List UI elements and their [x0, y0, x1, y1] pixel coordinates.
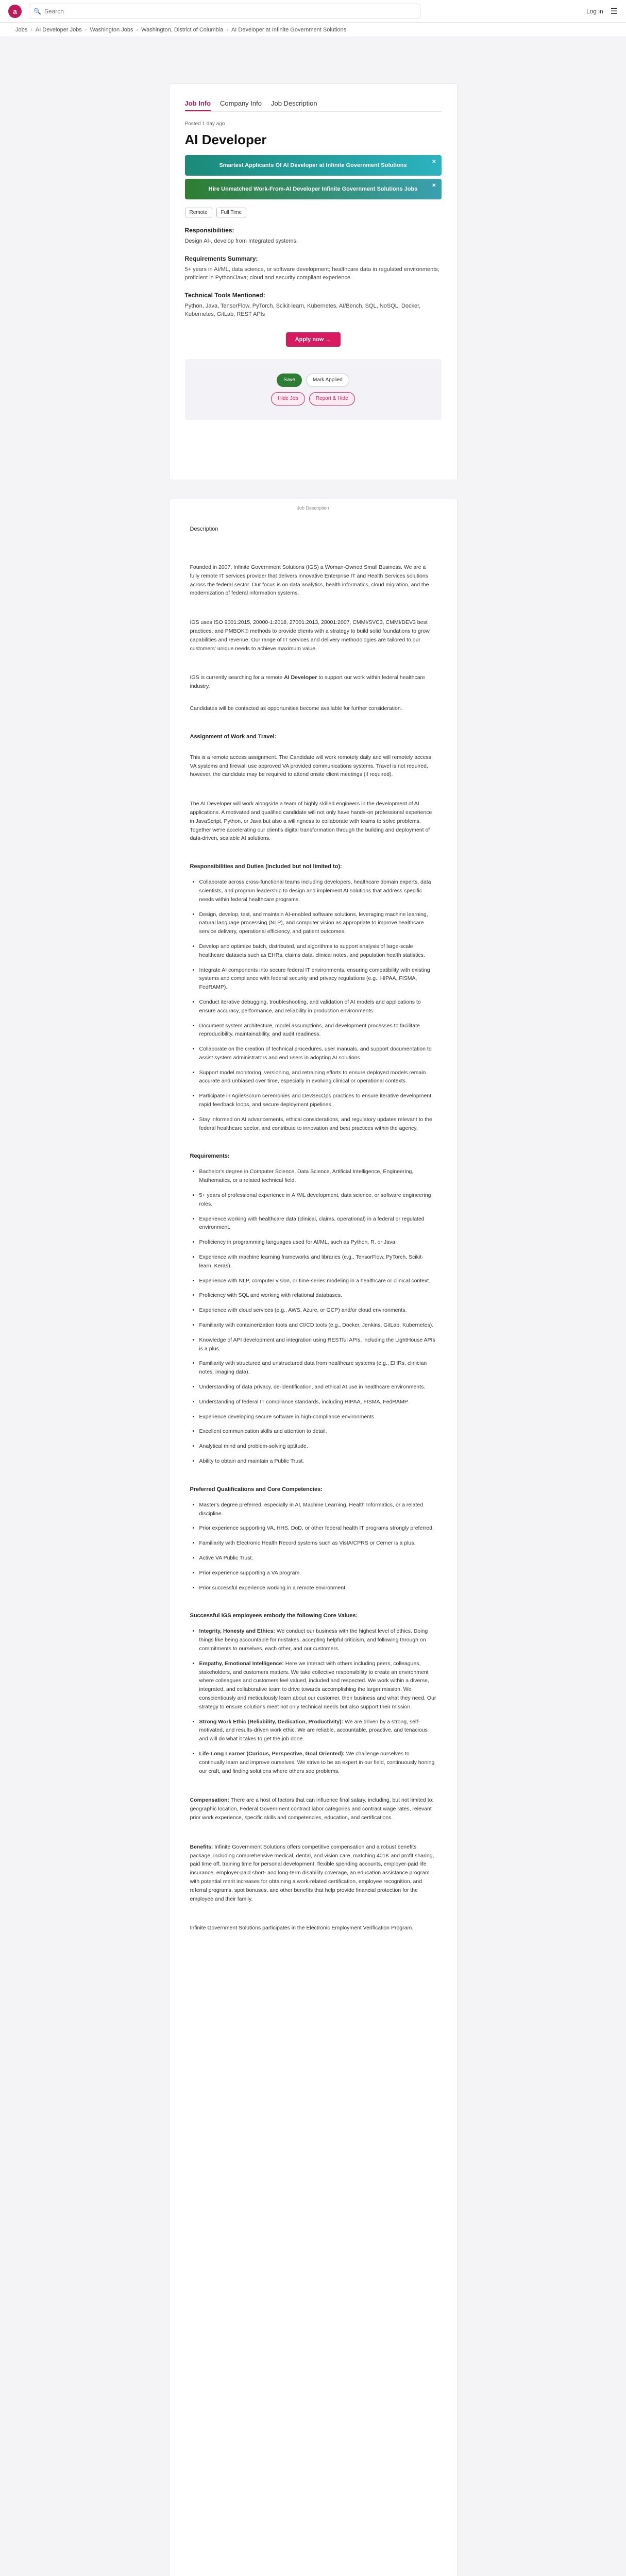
promo-banner[interactable] [185, 179, 442, 199]
list-item: • Experience working with healthcare data (clinical, claims, operational) in a federal or regulated environment. [199, 1215, 436, 1232]
paragraph: Candidates will be contacted as opportunities become available for further consideration. [190, 705, 402, 711]
list-item: • Analytical mind and problem-solving aptitude. [199, 1442, 436, 1451]
list-item: • Stay informed on AI advancements, ethical considerations, and regulatory updates relevant to the federal healthcare sector, and contribute to innovation and best practices within the agency. [199, 1115, 436, 1133]
responsibilities-heading: Responsibilities: [184, 227, 234, 234]
list-item: • Familiarity with containerization tools and CI/CD tools (e.g., Docker, Jenkins, GitLab, Kubernetes). [199, 1321, 436, 1330]
badge-remote: Remote [185, 208, 212, 217]
chevron-right-icon: › [226, 26, 228, 33]
badge-fulltime: Full Time [216, 208, 247, 217]
breadcrumb-item[interactable]: Washington, District of Columbia [141, 26, 224, 33]
section-tag: Job Description [297, 505, 329, 511]
list-item: • Master's degree preferred, especially in AI, Machine Learning, Health Informatics, or a related discipline. [199, 1501, 436, 1518]
list-item: • Prior experience supporting a VA program. [199, 1569, 436, 1578]
tabs [185, 96, 442, 112]
tab-job-info[interactable]: Job Info [185, 96, 211, 111]
list-item: • Bachelor's degree in Computer Science, Data Science, Artificial Intelligence, Engineering, Mathematics, or a related technical field. [199, 1167, 436, 1185]
list-item: • Proficiency with SQL and working with relational databases. [199, 1291, 436, 1300]
job-info-card [169, 83, 458, 480]
list-item: • Experience with cloud services (e.g., AWS, Azure, or GCP) and/or cloud environments. [199, 1306, 436, 1315]
paragraph: IGS is currently searching for a remote AI Developer to support our work within federal healthcare industry. [190, 674, 425, 690]
list-item: • Ability to obtain and maintain a Public Trust. [199, 1457, 436, 1466]
paragraph: The AI Developer will work alongside a team of highly skilled engineers in the development of AI applications. A motivated and qualified candidate will not only have hands-on professional experience in JavaScript, Python, or Java but also a willingness to collaborate with teams to solve problems. Together we're accelerating our client's digital transformation through the building and deployment of data-driven, scalable AI solutions. [190, 801, 432, 842]
list-item: • Proficiency in programming languages used for AI/ML, such as Python, R, or Java. [199, 1238, 436, 1247]
search-box[interactable] [29, 4, 420, 19]
breadcrumb-item: AI Developer at Infinite Government Solutions [231, 26, 347, 33]
list-item: • Experience with machine learning frameworks and libraries (e.g., TensorFlow, PyTorch, Scikit-learn, Keras). [199, 1253, 436, 1270]
hide-job-button[interactable]: Hide Job [271, 392, 304, 405]
breadcrumb-item[interactable]: Washington Jobs [90, 26, 133, 33]
breadcrumb [0, 23, 626, 37]
description-heading: Description [190, 526, 218, 532]
list-item: • Collaborate on the creation of technical procedures, user manuals, and support documentation to assist system administrators and end users in adopting AI solutions. [199, 1045, 436, 1062]
login-link[interactable]: Log in [586, 7, 603, 15]
requirements-heading: Requirements: [190, 1153, 230, 1160]
report-hide-button[interactable]: Report & Hide [309, 392, 355, 405]
responsibilities-text: Design AI-, develop from Integrated systems. [184, 238, 298, 244]
preferred-list [190, 1501, 436, 1592]
search-input[interactable] [44, 8, 416, 15]
page-title: AI Developer [184, 132, 267, 147]
values-heading: Successful IGS employees embody the following Core Values: [190, 1613, 358, 1619]
list-item: • Excellent communication skills and attention to detail. [199, 1427, 436, 1436]
top-bar [0, 0, 626, 23]
tab-company-info[interactable]: Company Info [220, 99, 262, 107]
tools-heading: Technical Tools Mentioned: [184, 291, 265, 299]
action-panel [185, 359, 442, 420]
breadcrumb-item[interactable]: AI Developer Jobs [35, 26, 82, 33]
list-item: • Familiarity with structured and unstructured data from healthcare systems (e.g., EHRs, clinician notes, imaging data). [199, 1359, 436, 1377]
requirements-list [190, 1167, 436, 1465]
list-item: • Life-Long Learner (Curious, Perspective, Goal Oriented): We challenge ourselves to continually learn and improve ourselves. We strive to be an expert in our field, continuously honing our craft, and finding solutions where others see problems. [199, 1750, 436, 1775]
list-item: • Understanding of data privacy, de-identification, and ethical AI use in healthcare environments. [199, 1383, 436, 1392]
list-item: • Strong Work Ethic (Reliability, Dedication, Productivity): We are driven by a strong, self-motivated, and results-driven work ethic. We are reliable, accountable, proactive, and tenacious and will do what it takes to get the job done. [199, 1718, 436, 1743]
tools-text: Python, Java, TensorFlow, PyTorch, Scikit-learn, Kubernetes, AI/Bench, SQL, NoSQL, Docker, Kubernetes, GitLab, REST APIs [184, 302, 421, 317]
list-item: • Participate in Agile/Scrum ceremonies and DevSecOps practices to ensure iterative development, rapid feedback loops, and secure deployment pipelines. [199, 1092, 436, 1109]
list-item: • Prior experience supporting VA, HHS, DoD, or other federal health IT programs strongly preferred. [199, 1524, 436, 1533]
list-item: • 5+ years of professional experience in AI/ML development, data science, or software engineering roles. [199, 1191, 436, 1209]
list-item: • Document system architecture, model assumptions, and development processes to facilitate reproducibility, maintainability, and audit readiness. [199, 1022, 436, 1039]
menu-icon[interactable]: ☰ [610, 7, 618, 16]
benefits-paragraph: Benefits: Infinite Government Solutions offers competitive compensation and a robust benefits package, including comprehensive medical, dental, and vision care, matching 401K and profit sharing, paid time off, training time for personal development, flexible spending accounts, employer-paid life insurance, employer-paid short- and long-term disability coverage, an education assistance program with potential merit increases for obtaining a work-related certification, employee recognition, and referral programs, spot bonuses, and other benefits that help provide financial protection for the employee and their family. [190, 1843, 434, 1902]
list-item: • Empathy, Emotional Intelligence: Here we interact with others including peers, colleagues, stakeholders, and customers matters. We take collective responsibility to create an environment where colleagues and customers feel valued, included and respected. We work within a diverse, integrated, and collaborative team to drive towards accomplishing the larger mission. We conscientiously and meticulously learn about our customer, their business and what they need. Our strategy to ensure solutions meet not only technical needs but also support their mission. [199, 1659, 436, 1711]
preferred-heading: Preferred Qualifications and Core Competencies: [190, 1486, 323, 1493]
posted-date: Posted 1 day ago [184, 121, 225, 127]
chevron-right-icon: › [84, 26, 87, 33]
list-item: • Conduct iterative debugging, troubleshooting, and validation of AI models and applications to ensure accuracy, performance, and reliability in production environments. [199, 998, 436, 1015]
duties-list [190, 878, 436, 1132]
compensation-paragraph: Compensation: There are a host of factors that can influence final salary, including, but not limited to: geographic location, Federal Government contract labor categories and contract wage rates, relevant prior work experience, specific skills and competencies, education, and certifications. [190, 1797, 434, 1821]
list-item: • Integrity, Honesty and Ethics: We conduct our business with the highest level of ethics. Doing things like being accountable for mistakes, accepting helpful criticism, and following through on commitments to ourselves, each other, and our customers. [199, 1627, 436, 1653]
assignment-heading: Assignment of Work and Travel: [190, 733, 277, 740]
requirements-text: 5+ years in AI/ML, data science, or software development; healthcare data in regulated environments; proficient in Python/Java; cloud and security compliant experience. [184, 266, 439, 281]
banner-text: Smartest Applicants Of AI Developer at Infinite Government Solutions [219, 162, 407, 168]
close-icon[interactable]: ✕ [432, 159, 436, 165]
list-item: • Integrate AI components into secure federal IT environments, ensuring compatibility with existing systems and compliance with federal security and privacy regulations (e.g., HIPAA, FISMA, FedRAMP). [199, 966, 436, 992]
list-item: • Knowledge of API development and integration using RESTful APIs, including the LightHouse APIs is a plus. [199, 1336, 436, 1353]
chevron-right-icon: › [30, 26, 32, 33]
list-item: • Collaborate across cross-functional teams including developers, healthcare domain experts, data scientists, and program leadership to design and implement AI solutions that address specific needs within federal healthcare programs. [199, 878, 436, 904]
chevron-right-icon: › [136, 26, 139, 33]
paragraph: IGS uses ISO 9001:2015, 20000-1:2018, 27001:2013, 28001:2007, CMMI/SVC3, CMMI/DEV3 best practices, and PMBOK® methods to provide clients with a strategy to build solid foundations to grow capabilities and revenue. Our range of IT services and delivery methodologies are tailored to our customers' unique needs to achieve maximum value. [190, 619, 430, 652]
apply-button[interactable]: Apply now → [286, 332, 341, 347]
paragraph: This is a remote access assignment. The Candidate will work remotely daily and will remotely access VA systems and firewall use approved VA provided communications systems. Travel is not required, however, the candidate may be required to attend onsite client meetings (if required). [190, 754, 431, 778]
list-item: • Support model monitoring, versioning, and retraining efforts to ensure deployed models remain accurate and unbiased over time, especially in evolving clinical or operational contexts. [199, 1069, 436, 1086]
list-item: • Develop and optimize batch, distributed, and algorithms to support analysis of large-scale healthcare datasets such as EHRs, claims data, clinical notes, and population health statistics. [199, 942, 436, 960]
duties-heading: Responsibilities and Duties (Included but not limited to): [190, 863, 342, 870]
requirements-heading: Requirements Summary: [184, 255, 258, 262]
list-item: • Understanding of federal IT compliance standards, including HIPAA, FISMA, FedRAMP. [199, 1398, 436, 1406]
everify-paragraph: Infinite Government Solutions participates in the Electronic Employment Verification Program. [190, 1925, 414, 1931]
banner-text: Hire Unmatched Work-From-AI Developer Infinite Government Solutions Jobs [208, 186, 418, 192]
logo[interactable]: a [8, 5, 22, 18]
list-item: • Familiarity with Electronic Health Record systems such as VistA/CPRS or Cerner is a plus. [199, 1539, 436, 1548]
promo-banner[interactable] [185, 155, 442, 176]
search-icon: 🔍 [33, 7, 41, 15]
job-description-card [169, 499, 458, 2576]
paragraph: Founded in 2007, Infinite Government Solutions (IGS) a Woman-Owned Small Business. We are a fully remote IT services provider that delivers innovative Enterprise IT and Health Services solutions across the federal sector. Our focus is on data analytics, health informatics, cloud migration, and the modernization of federal information systems. [190, 564, 429, 597]
breadcrumb-item[interactable]: Jobs [15, 26, 28, 33]
list-item: • Active VA Public Trust. [199, 1554, 436, 1563]
list-item: • Design, develop, test, and maintain AI-enabled software solutions, leveraging machine learning, natural language processing (NLP), and computer vision as appropriate to improve healthcare service delivery, operational efficiency, and patient outcomes. [199, 910, 436, 936]
values-list [190, 1627, 436, 1775]
list-item: • Prior successful experience working in a remote environment. [199, 1584, 436, 1592]
list-item: • Experience developing secure software in high-compliance environments. [199, 1413, 436, 1421]
save-button[interactable]: Save [277, 374, 302, 387]
tab-job-description[interactable]: Job Description [270, 99, 317, 107]
list-item: • Experience with NLP, computer vision, or time-series modeling in a healthcare or clinical context. [199, 1277, 436, 1285]
close-icon[interactable]: ✕ [432, 183, 436, 189]
mark-applied-button[interactable]: Mark Applied [306, 374, 349, 387]
